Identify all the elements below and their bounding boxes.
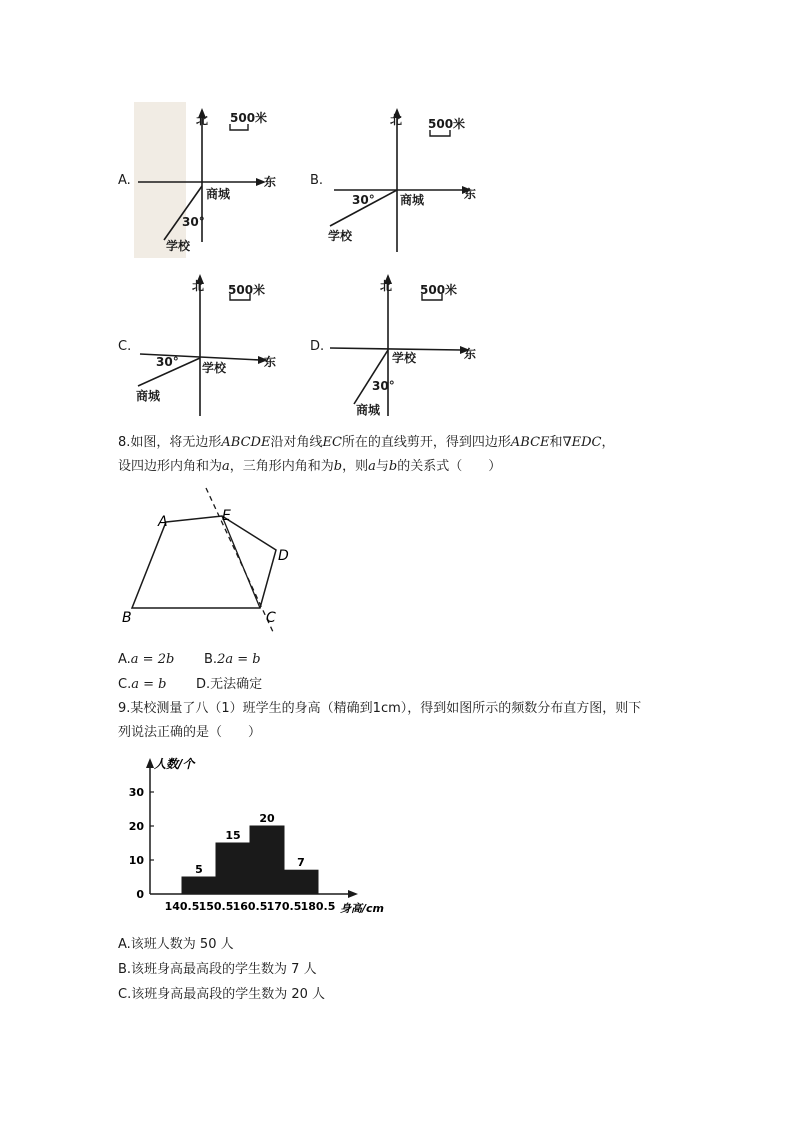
x-tick-label: 160.5 [232, 900, 268, 913]
histogram-bar [216, 843, 250, 894]
histogram-bar [182, 877, 216, 894]
q9-option-a[interactable]: A.该班人数为 50 人 [118, 937, 234, 952]
option-expr: 2a = b [217, 652, 261, 667]
q8-option-b[interactable] [204, 651, 261, 669]
y-tick-label: 10 [128, 854, 144, 867]
q8-option-a[interactable] [118, 651, 174, 669]
north-label: 北 [380, 279, 393, 293]
bar-value-label: 15 [225, 829, 241, 842]
bar-value-label: 20 [259, 812, 275, 825]
scale-label: 500米 [428, 117, 466, 131]
q8-math: b [333, 459, 343, 474]
y-axis-arrow-icon [146, 758, 154, 768]
q8-stem-line2 [118, 458, 501, 476]
scale-label: 500米 [420, 283, 458, 297]
q8-text: ，三角形内角和为 [229, 459, 334, 474]
x-tick-label: 140.5 [164, 900, 200, 913]
east-label: 东 [464, 187, 477, 201]
option-b-letter: B. [310, 173, 324, 188]
q8-option-d[interactable]: D.无法确定 [196, 677, 263, 692]
north-label: 北 [192, 279, 205, 293]
q8-text: 与 [375, 459, 389, 474]
vertex-e-label: E [222, 508, 231, 524]
paper-shadow [134, 102, 186, 258]
q9-option-c[interactable]: C.该班身高最高段的学生数为 20 人 [118, 987, 326, 1002]
q8-text: 设四边形内角和为 [118, 459, 223, 474]
x-axis-label: 身高/cm [340, 902, 384, 915]
option-d-letter: D. [310, 339, 325, 354]
angle-label: 30° [182, 215, 205, 229]
histogram-bar [250, 826, 284, 894]
q9-option-b[interactable]: B.该班身高最高段的学生数为 7 人 [118, 962, 317, 977]
x-tick-label: 180.5 [300, 900, 336, 913]
q8-math: a [368, 459, 376, 474]
school-label: 学校 [166, 239, 191, 253]
angle-label: 30° [372, 379, 395, 393]
pentagon-figure [118, 484, 308, 636]
option-expr: a = 2b [130, 652, 175, 667]
x-tick-label: 170.5 [266, 900, 302, 913]
option-c-letter: C. [118, 339, 132, 354]
compass-figure-b [322, 102, 482, 258]
q8-math: a [222, 459, 230, 474]
y-axis-label: 人数/个 [154, 757, 195, 771]
q8-text: ， [601, 435, 615, 450]
east-axis [330, 348, 462, 350]
q8-stem-line1 [118, 434, 615, 452]
angle-label: 30° [352, 193, 375, 207]
y-tick-label: 20 [128, 820, 144, 833]
q8-text: 所在的直线剪开，得到四边形 [341, 435, 511, 450]
mall-label: 商城 [400, 193, 425, 207]
height-histogram [118, 752, 398, 922]
mall-label: 商城 [356, 403, 381, 417]
y-tick-label: 30 [128, 786, 144, 799]
y-tick-label: 0 [136, 888, 144, 901]
q9-stem-line2: 列说法正确的是（ ） [118, 725, 262, 740]
school-label: 学校 [392, 351, 417, 365]
x-tick-label: 150.5 [198, 900, 234, 913]
q8-math: b [388, 459, 398, 474]
option-a-letter: A. [118, 173, 131, 188]
angle-label: 30° [156, 355, 179, 369]
q8-text: ，则 [342, 459, 369, 474]
option-expr: a = b [131, 677, 167, 692]
compass-figure-c [130, 268, 290, 420]
compass-figure-d [322, 268, 482, 420]
option-prefix: C. [118, 677, 132, 692]
east-label: 东 [264, 355, 277, 369]
vertex-d-label: D [278, 548, 289, 564]
scale-label: 500米 [230, 111, 268, 125]
compass-figure-a [134, 102, 284, 258]
vertex-c-label: C [266, 610, 276, 626]
q8-text: 的关系式（ ） [397, 459, 502, 474]
q8-math: ∇EDC [562, 435, 602, 450]
bar-value-label: 5 [195, 863, 203, 876]
scale-label: 500米 [228, 283, 266, 297]
q9-stem-line1: 9.某校测量了八（1）班学生的身高（精确到1cm），得到如图所示的频数分布直方图，则下 [118, 701, 642, 716]
school-label: 学校 [328, 229, 353, 243]
histogram-bar [284, 870, 318, 894]
q8-math: ABCDE [221, 435, 271, 450]
bar-value-label: 7 [297, 856, 305, 870]
east-label: 东 [464, 347, 477, 361]
school-label: 学校 [202, 361, 227, 375]
q8-math: EC [322, 435, 342, 450]
q8-text: 和 [549, 435, 563, 450]
north-label: 北 [196, 113, 209, 127]
vertex-b-label: B [122, 610, 132, 626]
q8-text: 沿对角线 [270, 435, 323, 450]
north-label: 北 [390, 113, 403, 127]
mall-label: 商城 [136, 389, 161, 403]
bearing-line [354, 350, 388, 404]
q8-text: 8.如图，将无边形 [118, 435, 222, 450]
q8-math: ABCE [510, 435, 550, 450]
x-axis-arrow-icon [348, 890, 358, 898]
q8-option-c[interactable] [118, 676, 166, 694]
east-label: 东 [264, 175, 277, 189]
option-prefix: A. [118, 652, 131, 667]
mall-label: 商城 [206, 187, 231, 201]
option-prefix: B. [204, 652, 218, 667]
vertex-a-label: A [158, 514, 168, 530]
